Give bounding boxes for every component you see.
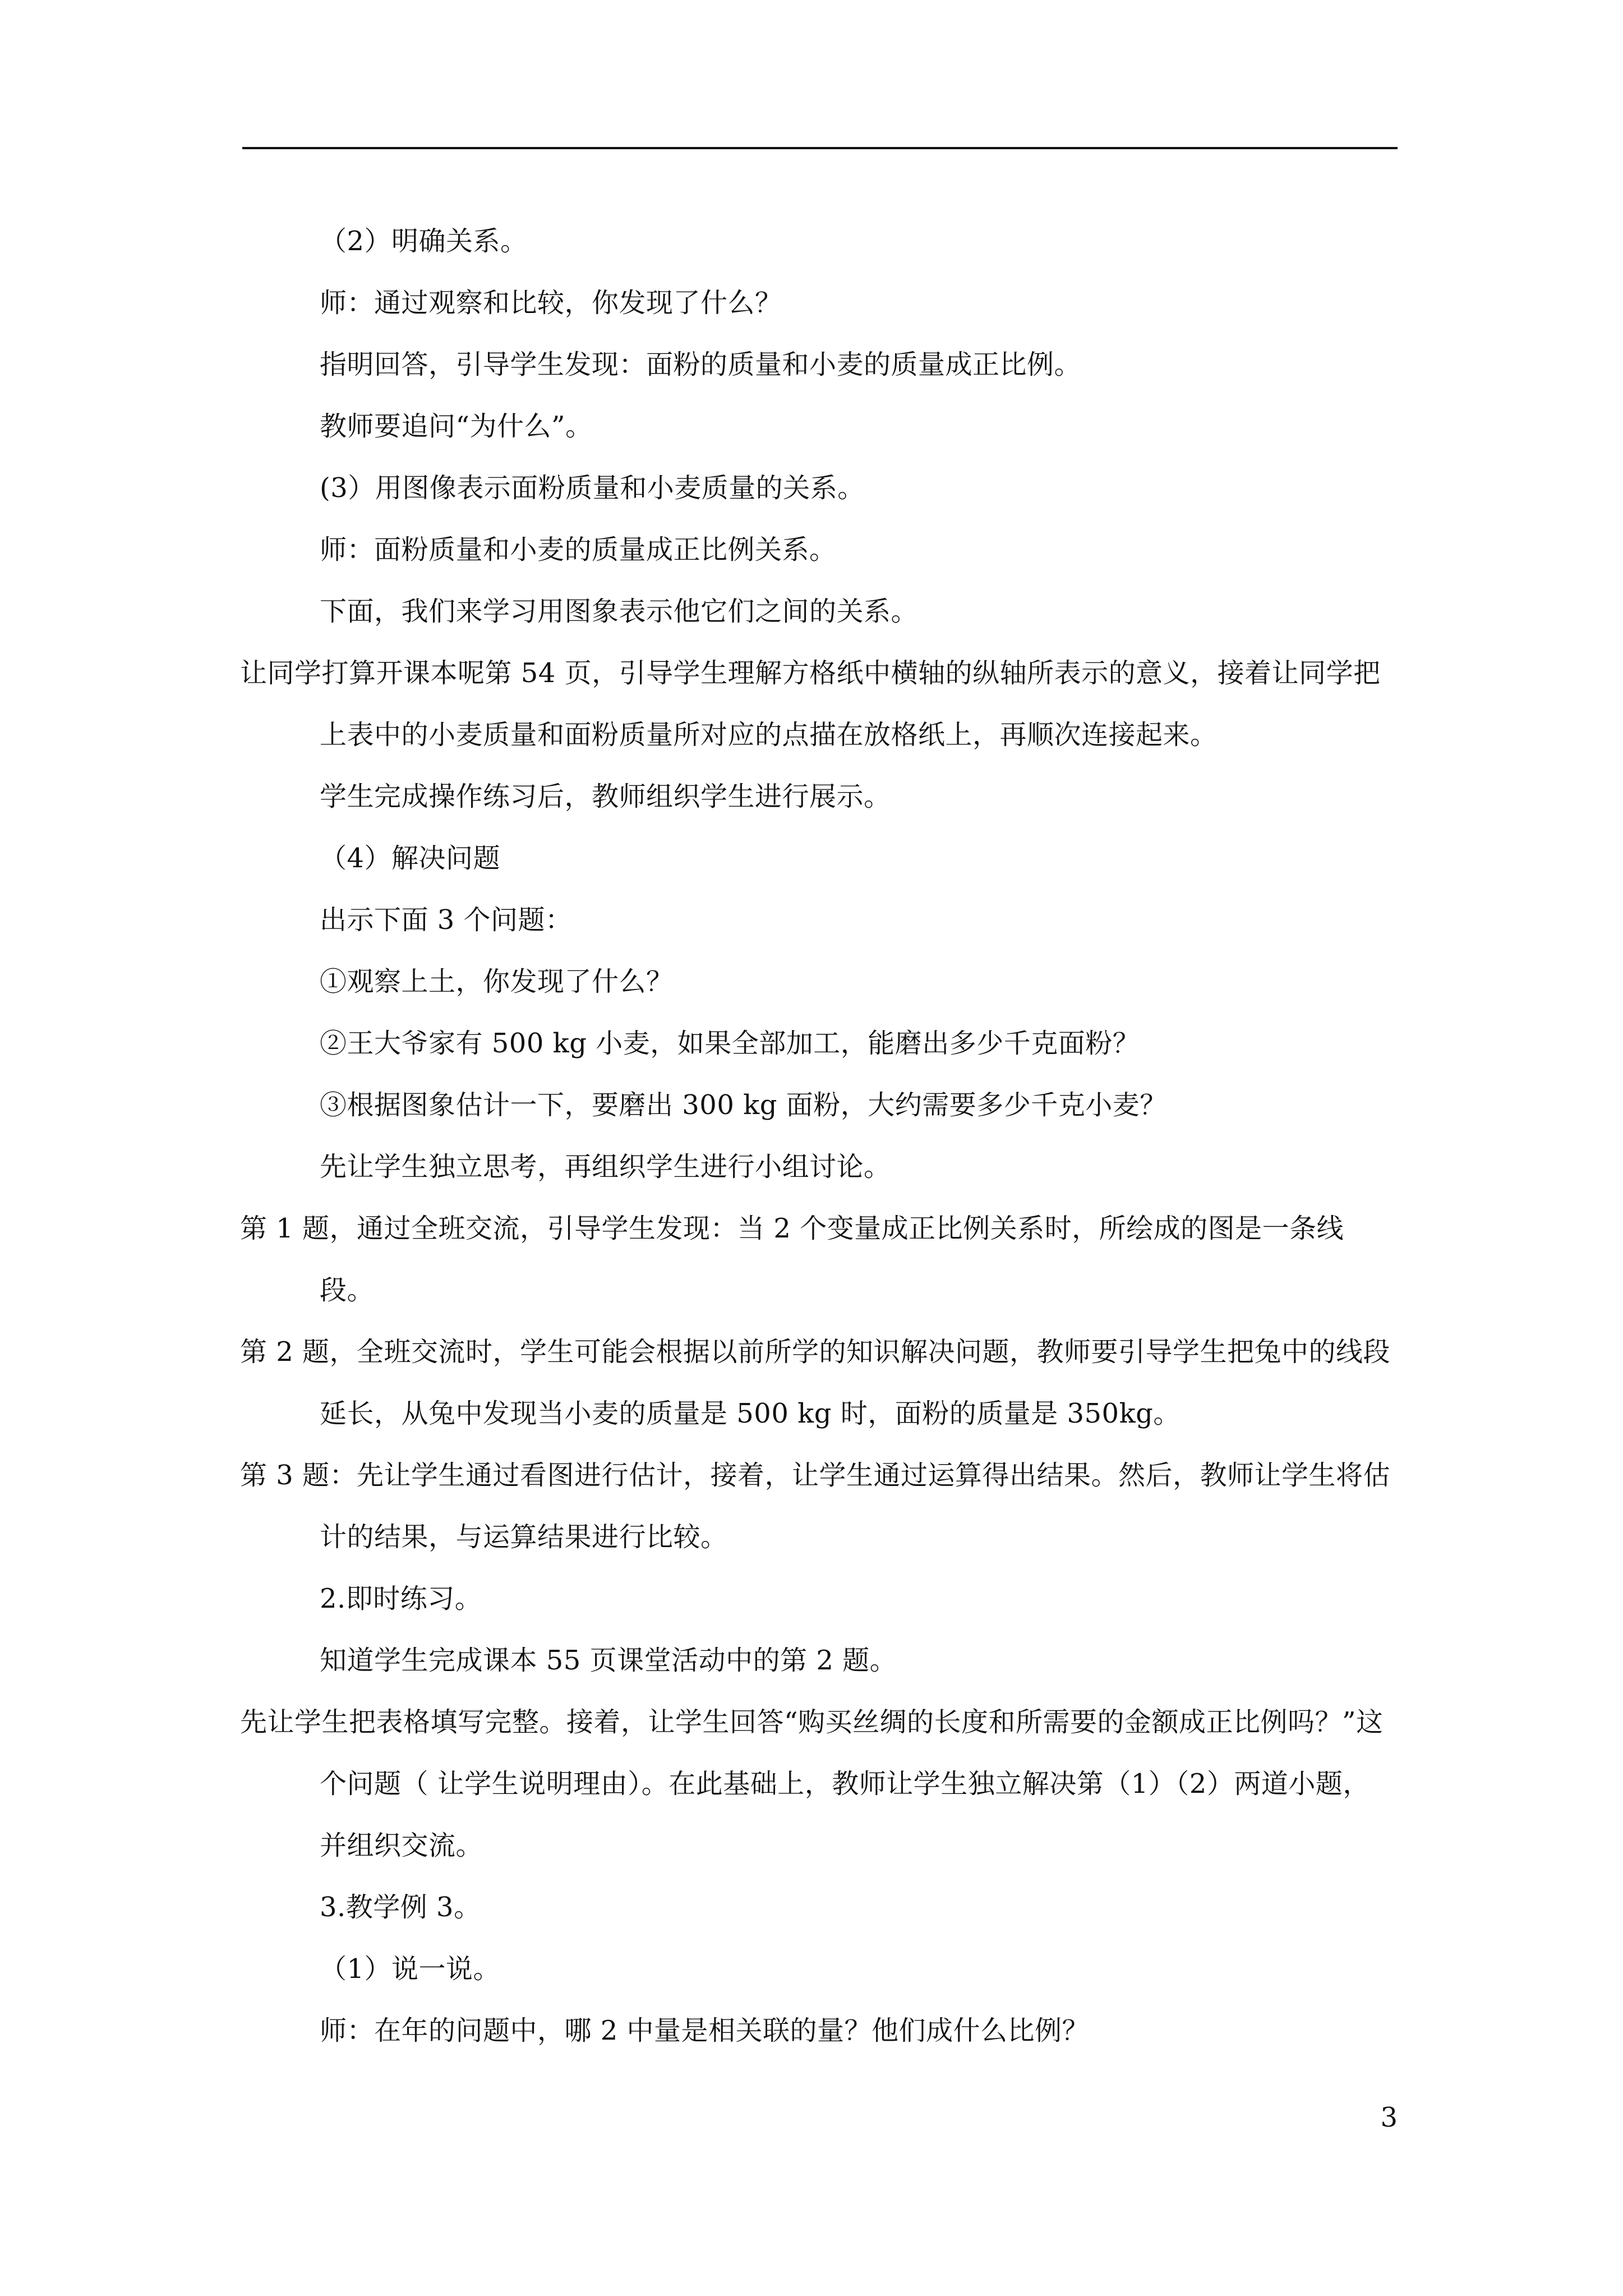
paragraph: 2.即时练习。 [320, 1583, 482, 1614]
paragraph: 先让学生独立思考，再组织学生进行小组讨论。 [320, 1151, 891, 1182]
paragraph: 师：在年的问题中，哪 2 中量是相关联的量？他们成什么比例？ [320, 2015, 1090, 2046]
paragraph: ②王大爷家有 500 kg 小麦，如果全部加工，能磨出多少千克面粉？ [320, 1028, 1140, 1059]
paragraph: ③根据图象估计一下，要磨出 300 kg 面粉，大约需要多少千克小麦？ [320, 1089, 1167, 1121]
paragraph: 出示下面 3 个问题： [320, 904, 573, 936]
paragraph: （4）解决问题 [320, 843, 501, 874]
paragraph: 下面，我们来学习用图象表示他它们之间的关系。 [320, 596, 919, 627]
paragraph: 指明回答，引导学生发现：面粉的质量和小麦的质量成正比例。 [320, 349, 1082, 380]
page-number: 3 [1380, 2102, 1398, 2133]
paragraph: 师：面粉质量和小麦的质量成正比例关系。 [320, 534, 837, 565]
paragraph: 知道学生完成课本 55 页课堂活动中的第 2 题。 [320, 1645, 897, 1676]
paragraph: 学生完成操作练习后，教师组织学生进行展示。 [320, 781, 891, 812]
paragraph: (3）用图像表示面粉质量和小麦质量的关系。 [320, 472, 865, 504]
paragraph: 教师要追问“为什么”。 [320, 411, 593, 442]
paragraph: 师：通过观察和比较，你发现了什么？ [320, 287, 782, 319]
document-body [240, 210, 1396, 2062]
paragraph: （2）明确关系。 [320, 226, 528, 257]
paragraph: 第 1 题，通过全班交流，引导学生发现：当 2 个变量成正比例关系时，所绘成的图是一条线段。 [240, 1213, 1344, 1306]
paragraph: 第 2 题，全班交流时，学生可能会根据以前所学的知识解决问题，教师要引导学生把兔中的线段延长，从兔中发现当小麦的质量是 500 kg 时，面粉的质量是 350kg。 [240, 1336, 1391, 1429]
paragraph: ①观察上土，你发现了什么？ [320, 966, 674, 997]
paragraph: 先让学生把表格填写完整。接着，让学生回答“购买丝绸的长度和所需要的金额成正比例吗？”这个问题（ 让学生说明理由）。在此基础上，教师让学生独立解决第（1）（2）两道小题，并组织交流。 [240, 1706, 1384, 1861]
paragraph: 3.教学例 3。 [320, 1892, 481, 1923]
paragraph: 让同学打算开课本呢第 54 页，引导学生理解方格纸中横轴的纵轴所表示的意义，接着让同学把上表中的小麦质量和面粉质量所对应的点描在放格纸上，再顺次连接起来。 [240, 657, 1381, 751]
header-rule [242, 147, 1398, 149]
paragraph: 第 3 题：先让学生通过看图进行估计，接着，让学生通过运算得出结果。然后，教师让学生将估计的结果，与运算结果进行比较。 [240, 1460, 1391, 1553]
paragraph: （1）说一说。 [320, 1953, 501, 1985]
